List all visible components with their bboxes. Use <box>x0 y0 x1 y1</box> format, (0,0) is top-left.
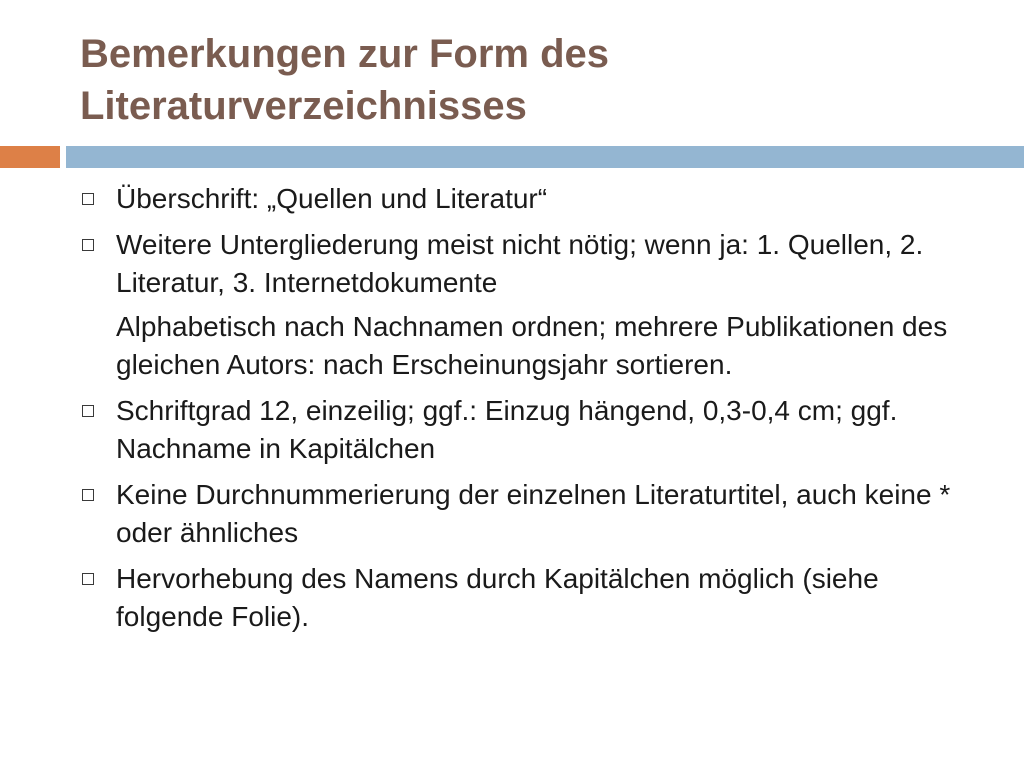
list-item <box>78 392 978 468</box>
list-item-continuation <box>78 308 978 384</box>
square-bullet-icon <box>82 239 94 251</box>
list-item-text: Schriftgrad 12, einzeilig; ggf.: Einzug hängend, 0,3-0,4 cm; ggf. Nachname in Kapitälchen <box>116 395 898 464</box>
list-item-text: Keine Durchnummerierung der einzelnen Literaturtitel, auch keine * oder ähnliches <box>116 479 951 548</box>
list-item-text: Überschrift: „Quellen und Literatur“ <box>116 183 548 214</box>
accent-bar-blue <box>66 146 1024 168</box>
slide-title-line-1: Bemerkungen zur Form des <box>80 32 610 76</box>
list-item <box>78 476 978 552</box>
square-bullet-icon <box>82 489 94 501</box>
square-bullet-icon <box>82 573 94 585</box>
accent-bar-orange <box>0 146 60 168</box>
list-item-text: Hervorhebung des Namens durch Kapitälchen möglich (siehe folgende Folie). <box>116 563 879 632</box>
list-item-text: Alphabetisch nach Nachnamen ordnen; mehrere Publikationen des gleichen Autors: nach Erscheinungsjahr sortieren. <box>116 311 948 380</box>
list-item <box>78 180 978 218</box>
square-bullet-icon <box>82 405 94 417</box>
slide-title-line-2: Literaturverzeichnisses <box>80 84 527 128</box>
slide-title <box>80 28 980 132</box>
list-item <box>78 560 978 636</box>
square-bullet-icon <box>82 193 94 205</box>
bullet-list <box>78 180 978 644</box>
list-item <box>78 226 978 302</box>
list-item-text: Weitere Untergliederung meist nicht nötig; wenn ja: 1. Quellen, 2. Literatur, 3. Internetdokumente <box>116 229 924 298</box>
